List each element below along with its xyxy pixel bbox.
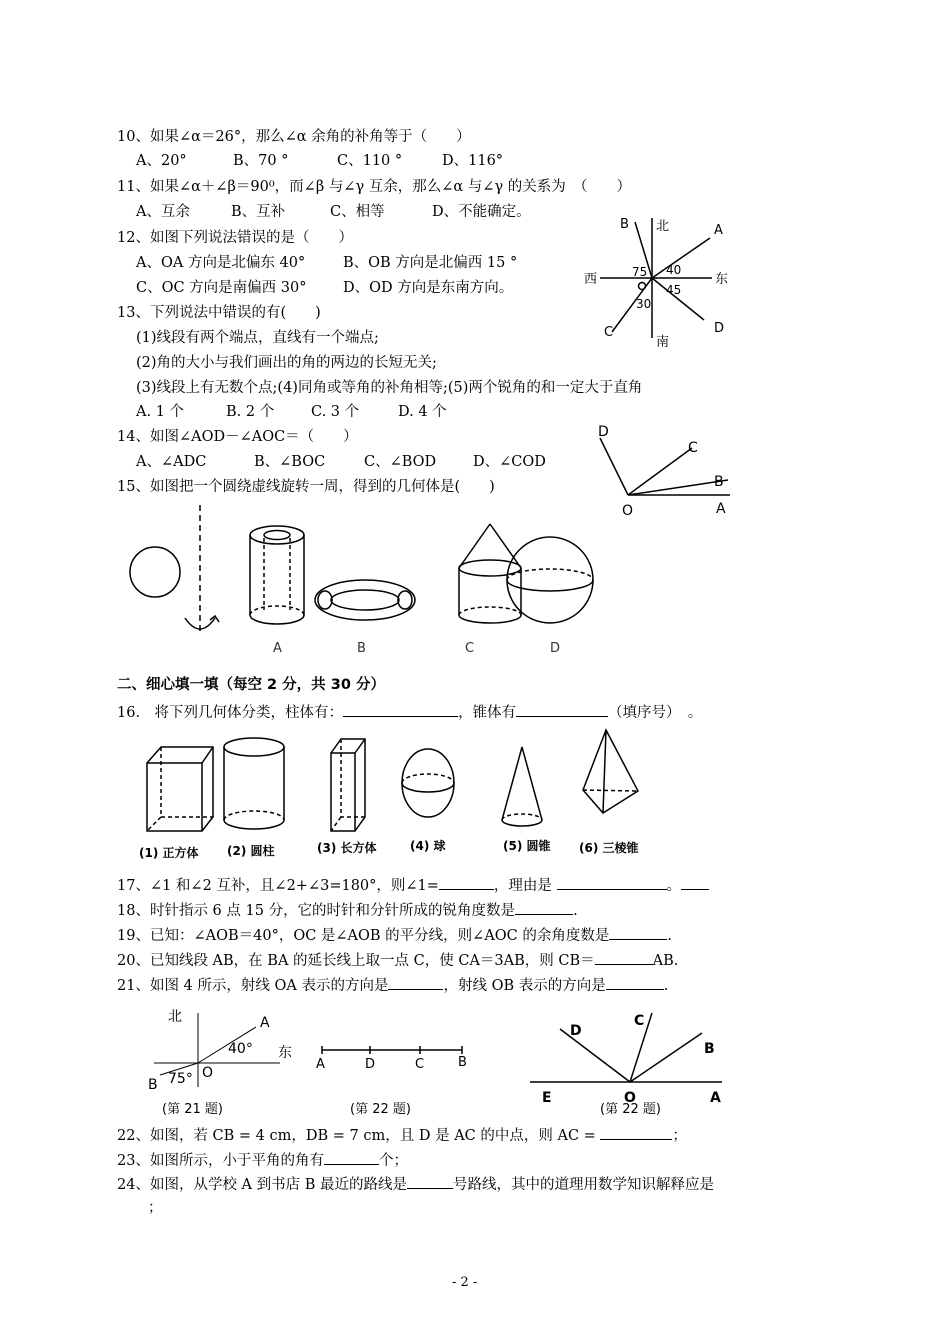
fig22-a-label: A	[316, 1057, 325, 1072]
tube-bottom-front	[250, 615, 304, 624]
q14-option-a: A、∠ADC	[136, 454, 207, 470]
torus-right-section	[398, 591, 412, 609]
solid-b-label: B	[357, 641, 366, 656]
fig22-c-label: C	[415, 1057, 425, 1072]
q17-underline-tail	[681, 875, 709, 890]
q22-text-a: 22、如图，若 CB = 4 cm，DB = 7 cm，且 D 是 AC 的中点，则 AC =	[117, 1128, 601, 1144]
q19-text-b: .	[667, 928, 672, 944]
cylinder2-bottom-back	[224, 811, 284, 820]
cube-top-right-edge	[202, 747, 213, 763]
q21-text-c: .	[663, 978, 669, 994]
q13-option-a: A. 1 个	[136, 404, 185, 420]
cylinder-bottom-front	[459, 615, 521, 623]
q20-blank[interactable]	[595, 950, 653, 965]
compass-west-label: 西	[584, 272, 598, 287]
solid-c-label: C	[465, 641, 475, 656]
angle-30-label: 30	[636, 297, 652, 311]
torus-outer	[315, 580, 415, 620]
fig23-ray-ob	[630, 1033, 702, 1082]
q14-option-b: B、∠BOC	[254, 454, 326, 470]
q18-text-a: 18、时针指示 6 点 15 分，它的时针和分针所成的锐角度数是	[117, 903, 516, 919]
q17-text-b: ，理由是	[493, 878, 552, 894]
tube-top-inner	[264, 531, 290, 540]
point-b-label: B	[714, 474, 724, 490]
pyramid-hidden-edge	[583, 790, 638, 791]
q21-blank-1[interactable]	[388, 975, 443, 990]
sphere-outline	[507, 537, 593, 623]
q13-option-d: D. 4 个	[398, 404, 447, 420]
q13-option-c: C. 3 个	[311, 404, 360, 420]
origin-mark	[639, 283, 646, 290]
fig21-caption: (第 21 题)	[162, 1102, 223, 1117]
q17-text-a: 17、∠1 和∠2 互补，且∠2+∠3=180°，则∠1=	[117, 878, 439, 894]
cube-back-edges	[147, 747, 213, 831]
q13-line-1: (1)线段有两个端点，直线有一个端点;	[136, 330, 379, 346]
angle-45-label: 45	[666, 283, 682, 297]
tube-bottom-back	[250, 606, 304, 615]
q10-stem: 10、如果∠α＝26°，那么∠α 余角的补角等于（ ）	[117, 129, 471, 145]
cone5-right	[522, 747, 542, 820]
compass-ray-d-label: D	[714, 321, 725, 336]
q21-line	[117, 975, 668, 995]
shape-label-4: (4) 球	[410, 839, 446, 853]
fig21-angle-40: 40°	[228, 1041, 253, 1057]
q23-line	[117, 1150, 408, 1170]
q14-option-c: C、∠BOD	[364, 454, 437, 470]
q16-blank-2[interactable]	[516, 702, 608, 717]
q17-text-c: 。	[666, 878, 682, 894]
point-o-label: O	[622, 503, 634, 519]
cube-hidden-edges	[147, 747, 213, 831]
cuboid-front	[331, 753, 355, 831]
fig22-caption: (第 22 题)	[350, 1102, 411, 1117]
fig23-caption: (第 22 题)	[600, 1102, 661, 1117]
q16-text-c: （填序号） 。	[608, 705, 703, 721]
q24-continuation: ；	[148, 1200, 163, 1216]
source-circle	[130, 547, 180, 597]
torus-inner	[331, 590, 399, 610]
compass-ray-b-label: B	[620, 217, 629, 232]
q20-text-a: 20、已知线段 AB，在 BA 的延长线上取一点 C，使 CA＝3AB，则 CB＝	[117, 953, 595, 969]
cone5-bottom-front	[502, 820, 542, 826]
q12-option-b: B、OB 方向是北偏西 15 °	[343, 255, 518, 271]
solids-classification-figure	[135, 725, 675, 865]
q21-text-b: ，射线 OB 表示的方向是	[443, 978, 606, 994]
q16-text-a: 16. 将下列几何体分类，柱体有：	[117, 705, 344, 721]
q11-option-d: D、不能确定。	[432, 204, 531, 220]
q22-text-b: ；	[672, 1128, 687, 1144]
cylinder-top	[459, 560, 521, 576]
shape-label-1: (1) 正方体	[139, 846, 199, 860]
compass-ray-a-label: A	[714, 223, 723, 238]
q18-line	[117, 900, 578, 920]
q24-blank[interactable]	[407, 1174, 453, 1189]
ray-ob-14	[628, 480, 728, 495]
compass-north-label: 北	[656, 219, 670, 234]
point-a-label: A	[716, 501, 726, 517]
angle-40-label: 40	[666, 263, 682, 277]
q23-text-b: 个；	[378, 1153, 408, 1169]
q11-option-c: C、相等	[330, 204, 385, 220]
q12-option-c: C、OC 方向是南偏西 30°	[136, 280, 307, 296]
q20-line	[117, 950, 678, 970]
q16-blank-1[interactable]	[343, 702, 458, 717]
shape-label-3: (3) 长方体	[317, 841, 377, 855]
point-c-label: C	[688, 440, 698, 456]
fig21-north-label: 北	[168, 1009, 182, 1025]
angle-75-label: 75	[632, 265, 648, 279]
section-2-title: 二、细心填一填（每空 2 分，共 30 分）	[117, 677, 385, 693]
q14-stem: 14、如图∠AOD－∠AOC＝（ ）	[117, 429, 358, 445]
pyramid-visible-edges	[583, 730, 638, 813]
solid-d-label: D	[550, 641, 561, 656]
shape-label-6: (6) 三棱锥	[579, 841, 639, 855]
q19-line	[117, 925, 672, 945]
fig23-b-label: B	[704, 1041, 715, 1057]
figure-22	[310, 1040, 480, 1120]
q10-option-c: C、110 °	[337, 153, 403, 169]
q24-line	[117, 1174, 714, 1194]
fig21-a-label: A	[260, 1015, 270, 1031]
q12-option-d: D、OD 方向是东南方向。	[343, 280, 514, 296]
q12-stem: 12、如图下列说法错误的是（ ）	[117, 230, 353, 246]
fig22-b-label: B	[458, 1055, 467, 1070]
fig23-o-label: O	[624, 1090, 636, 1106]
q23-blank[interactable]	[324, 1150, 379, 1165]
point-d-label: D	[598, 424, 609, 440]
fig21-east-label: 东	[278, 1045, 292, 1061]
q14-option-d: D、∠COD	[473, 454, 546, 470]
compass-figure	[580, 210, 740, 350]
fig21-b-label: B	[148, 1077, 158, 1093]
q11-option-b: B、互补	[231, 204, 286, 220]
sphere4-equator-back	[402, 774, 454, 783]
q18-blank[interactable]	[515, 900, 573, 915]
q20-text-b: AB.	[652, 953, 679, 969]
cone5-left	[502, 747, 522, 820]
q11-option-a: A、互余	[136, 204, 190, 220]
q15-stem: 15、如图把一个圆绕虚线旋转一周，得到的几何体是( )	[117, 479, 495, 495]
page-number: - 2 -	[452, 1275, 478, 1290]
sphere-equator-front	[507, 580, 593, 591]
figure-21	[140, 1005, 310, 1120]
q11-stem: 11、如果∠α＋∠β＝90⁰，而∠β 与∠γ 互余，那么∠α 与∠γ 的关系为 （ ）	[117, 179, 631, 195]
compass-south-label: 南	[656, 335, 670, 350]
q10-option-a: A、20°	[136, 153, 187, 169]
q22-line	[117, 1125, 687, 1145]
sphere4-outline	[402, 749, 454, 817]
shape-label-5: (5) 圆锥	[503, 839, 551, 853]
q22-blank[interactable]	[600, 1125, 672, 1140]
q17-line	[117, 875, 709, 895]
q13-line-2: (2)角的大小与我们画出的角的两边的长短无关;	[136, 355, 437, 371]
fig21-o-label: O	[202, 1065, 214, 1081]
q10-option-d: D、116°	[442, 153, 504, 169]
q24-text-a: 24、如图，从学校 A 到书店 B 最近的路线是	[117, 1177, 408, 1193]
q17-blank-1[interactable]	[439, 875, 494, 890]
q18-text-b: .	[573, 903, 578, 919]
q19-blank[interactable]	[609, 925, 667, 940]
compass-east-label: 东	[715, 272, 729, 287]
fig23-c-label: C	[634, 1013, 645, 1029]
q12-option-a: A、OA 方向是北偏东 40°	[136, 255, 306, 271]
ray-oc-14	[628, 448, 692, 495]
q16-text-b: ，锥体有	[458, 705, 517, 721]
compass-ray-c-label: C	[604, 325, 614, 340]
cone5-bottom-back	[502, 814, 542, 820]
ray-od-14	[600, 438, 628, 495]
q24-text-b: 号路线，其中的道理用数学知识解释应是	[453, 1177, 715, 1193]
cylinder-bottom-back	[459, 607, 521, 615]
fig23-d-label: D	[570, 1023, 582, 1039]
q19-text-a: 19、已知：∠AOB＝40°，OC 是∠AOB 的平分线，则∠AOC 的余角度数是	[117, 928, 610, 944]
fig23-a-label: A	[710, 1090, 721, 1106]
solid-a-label: A	[273, 641, 282, 656]
tube-top-outer	[250, 526, 304, 544]
q13-line-3: (3)线段上有无数个点;(4)同角或等角的补角相等;(5)两个锐角的和一定大于直角	[136, 380, 643, 396]
fig21-angle-75: 75°	[168, 1071, 193, 1087]
q23-text-a: 23、如图所示，小于平角的角有	[117, 1153, 324, 1169]
figure-23	[530, 1005, 730, 1125]
q16-line	[117, 702, 702, 722]
cylinder2-bottom-front	[224, 820, 284, 829]
cube-front	[147, 763, 202, 831]
q13-stem: 13、下列说法中错误的有( )	[117, 305, 321, 321]
q21-text-a: 21、如图 4 所示，射线 OA 表示的方向是	[117, 978, 389, 994]
torus-left-section	[318, 591, 332, 609]
q13-option-b: B. 2 个	[226, 404, 275, 420]
shape-label-2: (2) 圆柱	[227, 844, 275, 858]
fig22-d-label: D	[365, 1057, 376, 1072]
fig23-e-label: E	[542, 1090, 552, 1106]
sphere4-equator-front	[402, 783, 454, 792]
cylinder2-top	[224, 738, 284, 756]
rotation-solids-figure	[115, 500, 615, 660]
q21-blank-2[interactable]	[606, 975, 664, 990]
q17-blank-2[interactable]	[557, 875, 667, 890]
q10-option-b: B、70 °	[233, 153, 289, 169]
